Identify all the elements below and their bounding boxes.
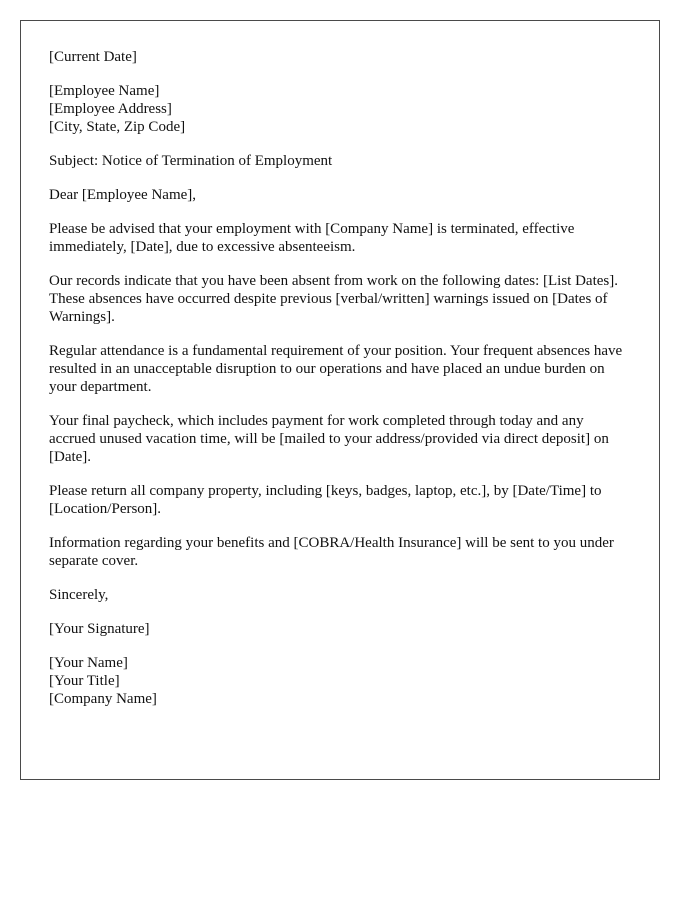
paragraph-benefits: Information regarding your benefits and [COBRA/Health Insurance] will be sent to you under separate cover.: [49, 535, 614, 569]
letter-subject: Subject: Notice of Termination of Employment: [49, 153, 333, 169]
recipient-name: [Employee Name]: [49, 83, 160, 99]
sender-name: [Your Name]: [49, 655, 128, 671]
sender-block: [49, 654, 631, 708]
letter-date: [Current Date]: [49, 49, 137, 65]
paragraph-company-property: Please return all company property, including [keys, badges, laptop, etc.], by [Date/Time] to [Location/Person].: [49, 483, 602, 517]
letter-salutation: Dear [Employee Name],: [49, 187, 197, 203]
sender-company: [Company Name]: [49, 691, 157, 707]
letter-document: [20, 20, 660, 780]
paragraph-final-paycheck: Your final paycheck, which includes payment for work completed through today and any accrued unused vacation time, will be [mailed to your address/provided via direct deposit] on [Date].: [49, 413, 609, 465]
recipient-city-state-zip: [City, State, Zip Code]: [49, 119, 186, 135]
paragraph-absence-record: Our records indicate that you have been absent from work on the following dates: [List Dates]. These absences have occurred despite previous [verbal/written] warnings issued on [Dates of Warnings].: [49, 273, 618, 325]
recipient-address-block: [49, 82, 631, 136]
paragraph-termination-notice: Please be advised that your employment with [Company Name] is terminated, effective immediately, [Date], due to excessive absenteeism.: [49, 221, 575, 255]
letter-closing: Sincerely,: [49, 587, 109, 603]
paragraph-attendance-requirement: Regular attendance is a fundamental requirement of your position. Your frequent absences have resulted in an unacceptable disruption to our operations and have placed an undue burden on your department.: [49, 343, 623, 395]
recipient-address: [Employee Address]: [49, 101, 172, 117]
letter-signature: [Your Signature]: [49, 621, 150, 637]
sender-title: [Your Title]: [49, 673, 120, 689]
